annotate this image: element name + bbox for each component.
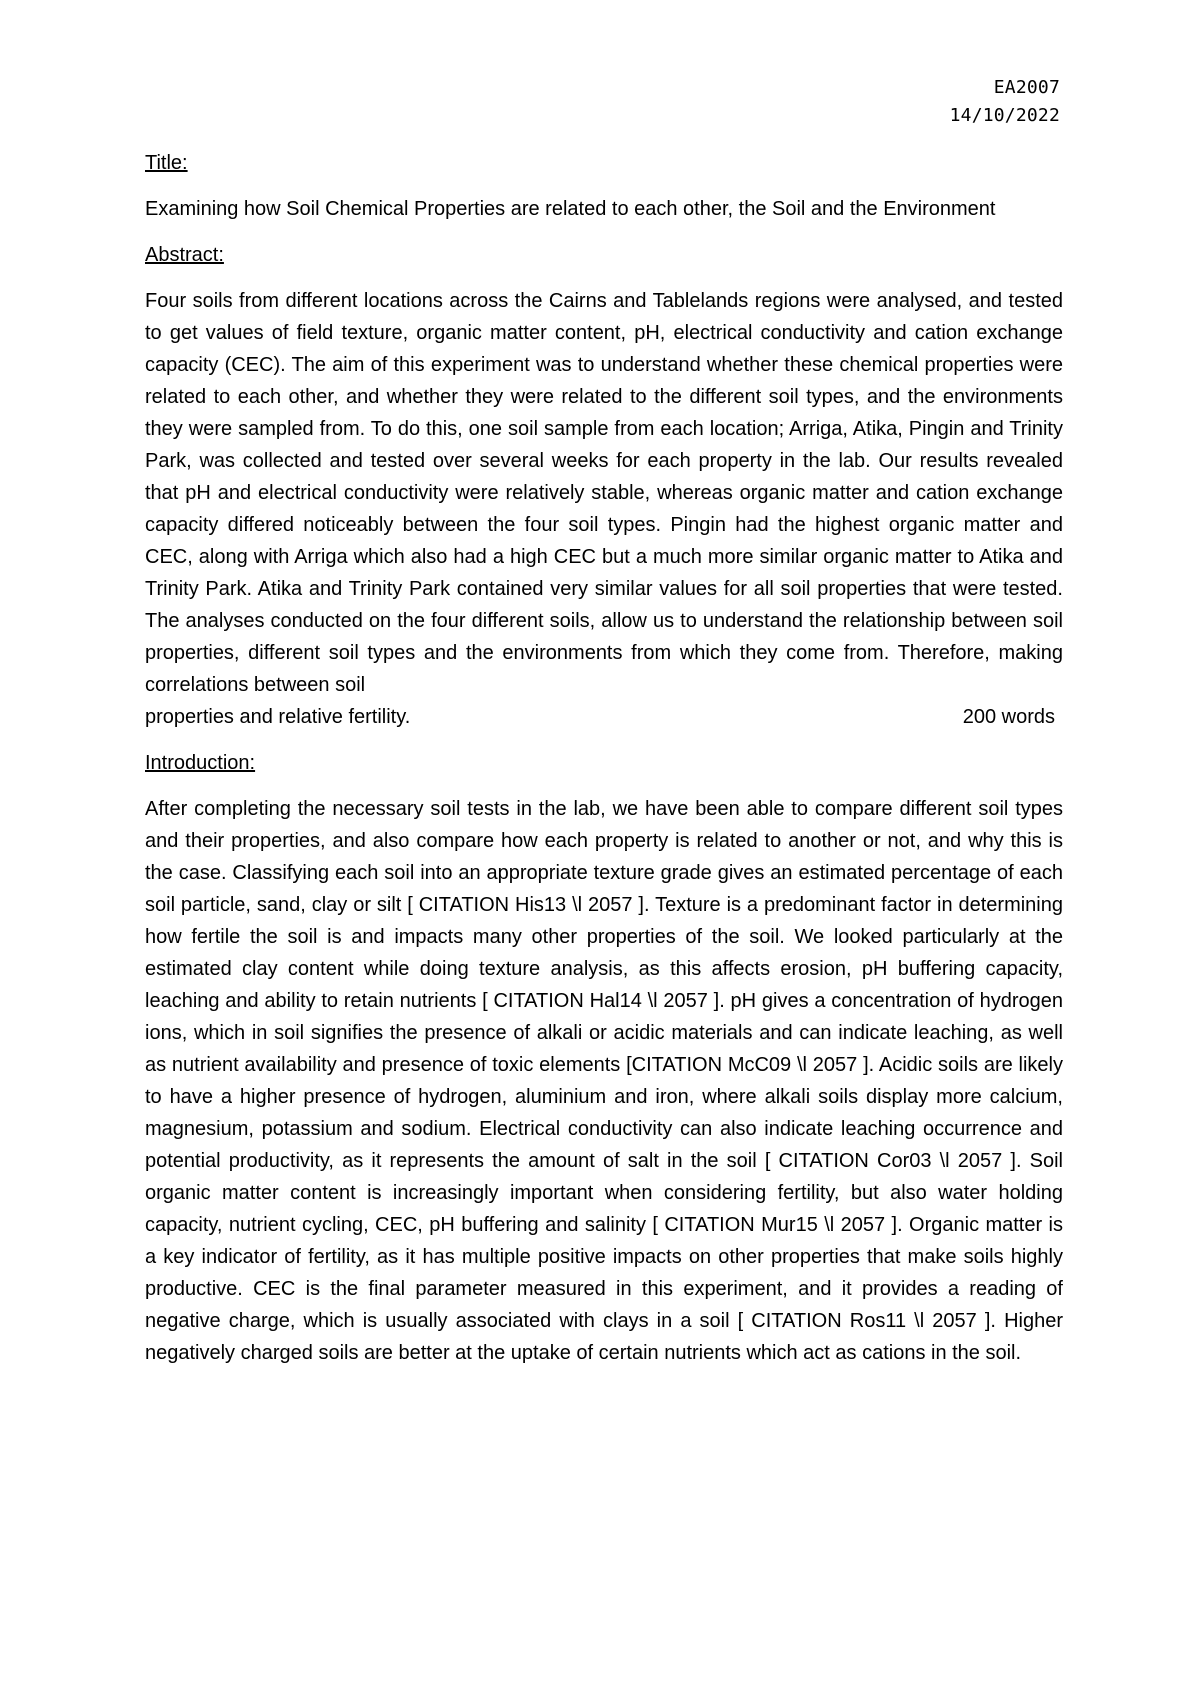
word-count: 200 words	[962, 706, 1055, 728]
course-code: EA2007	[993, 77, 1060, 98]
title-heading: Title:	[145, 152, 188, 174]
abstract-last-line: properties and relative fertility.	[145, 706, 411, 728]
abstract-section	[145, 239, 1063, 733]
document-date: 14/10/2022	[949, 105, 1060, 126]
introduction-section	[145, 747, 1063, 1369]
title-text: Examining how Soil Chemical Properties are related to each other, the Soil and the Environment	[145, 198, 996, 220]
title-section	[145, 147, 1063, 225]
introduction-heading: Introduction:	[145, 752, 256, 774]
document-body	[145, 147, 1063, 1369]
introduction-text: After completing the necessary soil tests in the lab, we have been able to compare different soil types and their properties, and also compare how each property is related to another or not, and why this is the case. Classifying each soil into an appropriate texture grade gives an estimated percentage of each soil particle, sand, clay or silt [ CITATION His13 \l 2057 ]. Texture is a predominant factor in determining how fertile the soil is and impacts many other properties of the soil. We looked particularly at the estimated clay content while doing texture analysis, as this affects erosion, pH buffering capacity, leaching and ability to retain nutrients [ CITATION Hal14 \l 2057 ]. pH gives a concentration of hydrogen ions, which in soil signifies the presence of alkali or acidic materials and can indicate leaching, as well as nutrient availability and presence of toxic elements [CITATION McC09 \l 2057 ]. Acidic soils are likely to have a higher presence of hydrogen, aluminium and iron, where alkali soils display more calcium, magnesium, potassium and sodium. Electrical conductivity can also indicate leaching occurrence and potential productivity, as it represents the amount of salt in the soil [ CITATION Cor03 \l 2057 ]. Soil organic matter content is increasingly important when considering fertility, but also water holding capacity, nutrient cycling, CEC, pH buffering and salinity [ CITATION Mur15 \l 2057 ]. Organic matter is a key indicator of fertility, as it has multiple positive impacts on other properties that make soils highly productive. CEC is the final parameter measured in this experiment, and it provides a reading of negative charge, which is usually associated with clays in a soil [ CITATION Ros11 \l 2057 ]. Higher negatively charged soils are better at the uptake of certain nutrients which act as cations in the soil.	[145, 798, 1063, 1364]
document-header	[950, 74, 1060, 130]
abstract-heading: Abstract:	[145, 244, 224, 266]
abstract-text: Four soils from different locations across the Cairns and Tablelands regions were analysed, and tested to get values of field texture, organic matter content, pH, electrical conductivity and cation exchange capacity (CEC). The aim of this experiment was to understand whether these chemical properties were related to each other, and whether they were related to the different soil types, and the environments they were sampled from. To do this, one soil sample from each location; Arriga, Atika, Pingin and Trinity Park, was collected and tested over several weeks for each property in the lab. Our results revealed that pH and electrical conductivity were relatively stable, whereas organic matter and cation exchange capacity differed noticeably between the four soil types. Pingin had the highest organic matter and CEC, along with Arriga which also had a high CEC but a much more similar organic matter to Atika and Trinity Park. Atika and Trinity Park contained very similar values for all soil properties that were tested. The analyses conducted on the four different soils, allow us to understand the relationship between soil properties, different soil types and the environments from which they come from. Therefore, making correlations between soil	[145, 290, 1063, 696]
abstract-final-line	[145, 701, 1063, 733]
